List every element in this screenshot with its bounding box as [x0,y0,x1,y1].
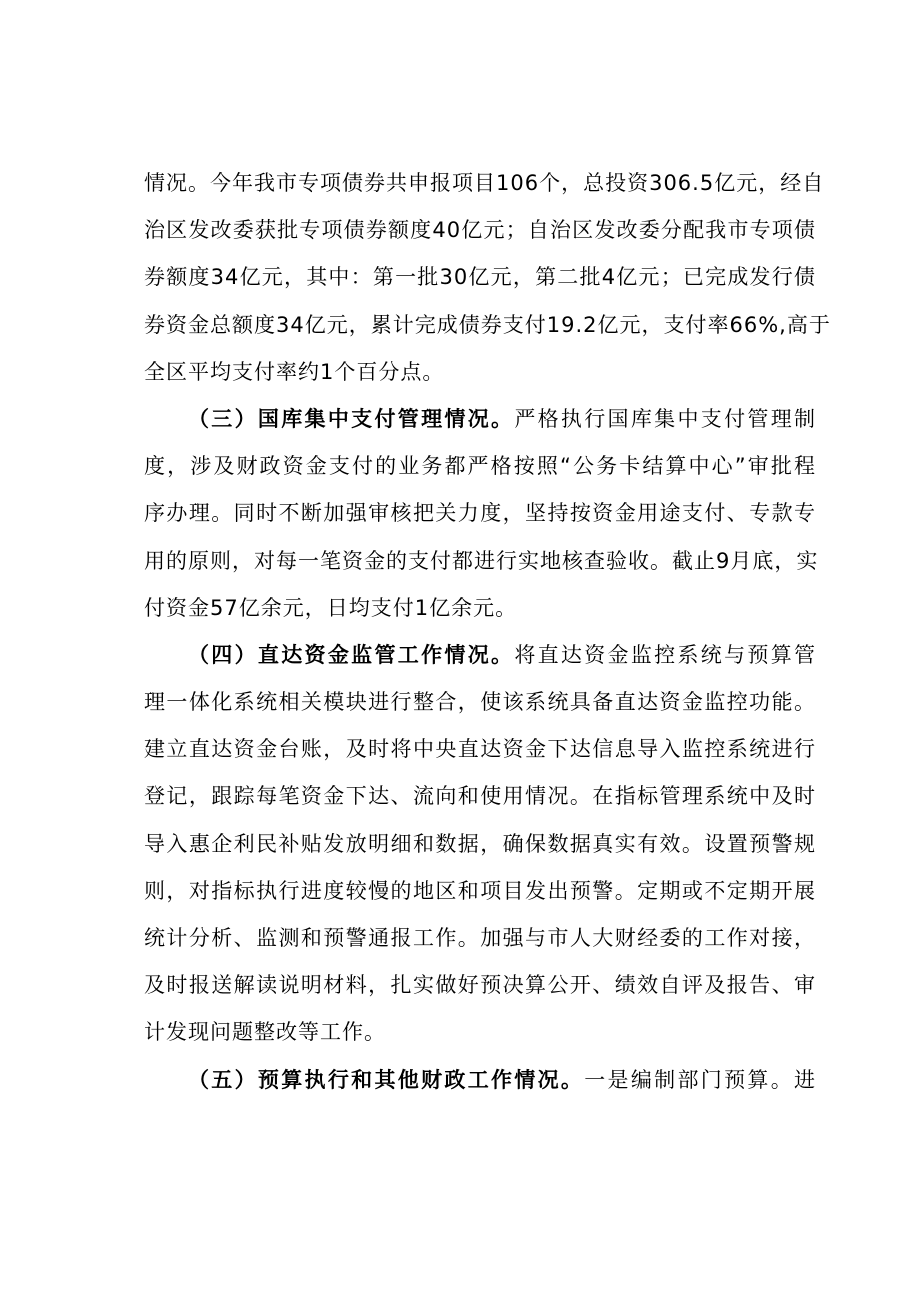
document-body [144,160,831,1104]
text-line: 用的原则，对每一笔资金的支付都进行实地核查验收。截止9月底，实 [144,548,819,573]
text-line: 理一体化系统相关模块进行整合，使该系统具备直达资金监控功能。 [144,690,816,715]
text-line: 导入惠企利民补贴发放明细和数据，确保数据真实有效。设置预警规 [144,831,816,856]
text-line: 统计分析、监测和预警通报工作。加强与市人大财经委的工作对接， [144,926,816,950]
text-line: 付资金57亿余元，日均支付1亿余元。 [144,595,518,620]
text-line [144,1057,816,1104]
paragraph-treasury-payment [144,396,819,632]
text-line: 建立直达资金台账，及时将中央直达资金下达信息导入监控系统进行 [144,737,816,762]
text-line: 券额度34亿元，其中：第一批30亿元，第二批4亿元；已完成发行债 [144,265,816,290]
text-line: 则，对指标执行进度较慢的地区和项目发出预警。定期或不定期开展 [144,878,816,903]
text-line: 情况。今年我市专项债券共申报项目106个，总投资306.5亿元，经自 [144,171,825,195]
paragraph-special-bonds [144,160,831,396]
text-line [144,396,816,443]
text-line: 序办理。同时不断加强审核把关力度，坚持按资金用途支付、专款专 [144,501,816,526]
section-heading: （三）国库集中支付管理情况。 [188,406,515,431]
section-heading: （四）直达资金监管工作情况。 [188,642,515,667]
text-line: 全区平均支付率约1个百分点。 [144,359,445,384]
text-run: 将直达资金监控系统与预算管 [514,642,817,667]
paragraph-direct-funds [144,632,816,1057]
text-line: 券资金总额度34亿元，累计完成债券支付19.2亿元，支付率66%,高于 [144,312,831,337]
paragraph-budget-execution [144,1057,816,1104]
text-line: 登记，跟踪每笔资金下达、流向和使用情况。在指标管理系统中及时 [144,784,816,809]
text-line: 及时报送解读说明材料，扎实做好预决算公开、绩效自评及报告、审 [144,973,816,998]
text-line [144,632,816,679]
section-heading: （五）预算执行和其他财政工作情况。 [188,1067,585,1092]
text-line: 度，涉及财政资金支付的业务都严格按照“公务卡结算中心”审批程 [144,454,816,479]
text-run: 严格执行国库集中支付管理制 [514,406,817,431]
text-line: 治区发改委获批专项债券额度40亿元；自治区发改委分配我市专项债 [144,218,816,243]
text-run: 一是编制部门预算。进 [584,1067,817,1092]
text-line: 计发现问题整改等工作。 [144,1020,386,1045]
